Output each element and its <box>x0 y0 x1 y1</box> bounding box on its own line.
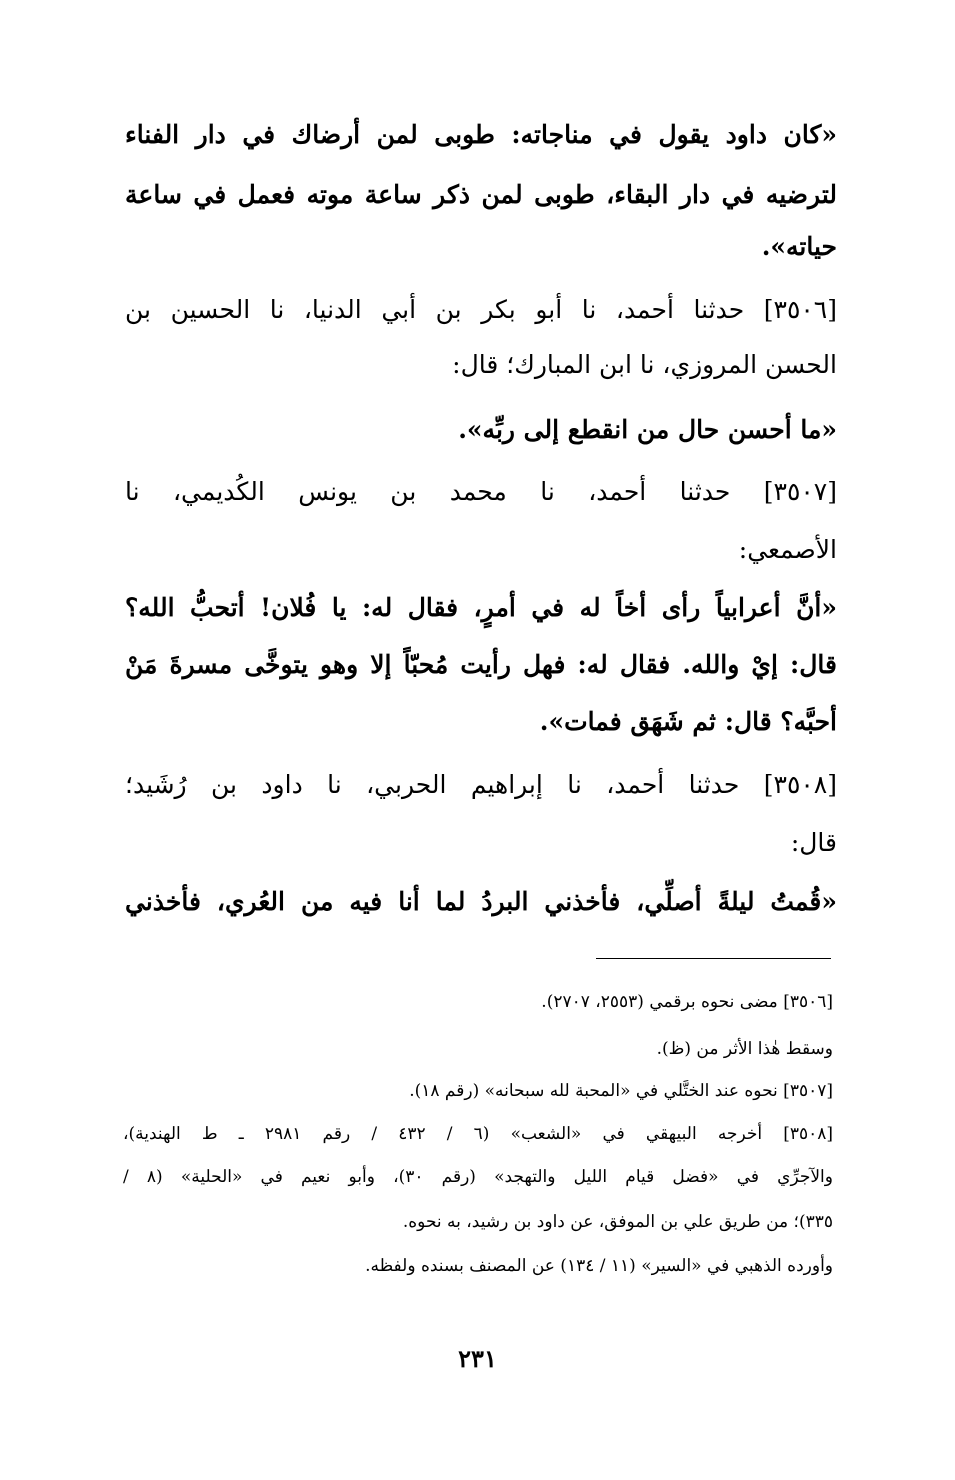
hadith-3506-quote: «ما أحسن حال من انقطع إلى ربِّه». <box>458 415 837 444</box>
hadith-3507-quote-line-1: «أنَّ أعرابياً رأى أخاً له في أمرٍ، فقال له: يا فُلان! أتحبُّ الله؟ <box>125 593 837 622</box>
footnote-3506: [٣٥٠٦] مضى نحوه برقمي (٢٥٥٣، ٢٧٠٧). <box>541 992 833 1012</box>
hadith-3507-line-2: الأصمعي: <box>738 535 837 564</box>
hadith-3507-line-1: [٣٥٠٧] حدثنا أحمد، نا محمد بن يونس الكُديمي، نا <box>125 477 837 506</box>
footnote-separator <box>596 958 831 959</box>
footnote-3508-line-1: [٣٥٠٨] أخرجه البيهقي في «الشعب» (٦ / ٤٣٢ / رقم ٢٩٨١ ـ ط الهندية)، <box>123 1124 833 1144</box>
footnote-3508-line-3: ٣٣٥)؛ من طريق علي بن الموفق، عن داود بن رشيد، به نحوه. <box>402 1212 833 1232</box>
hadith-3508-line-1: [٣٥٠٨] حدثنا أحمد، نا إبراهيم الحربي، نا داود بن رُشَيد؛ <box>125 770 837 799</box>
text-line-2: لترضيه في دار البقاء، طوبى لمن ذكر ساعة موته فعمل في ساعة <box>125 180 837 209</box>
hadith-3508-quote-line-1: «قُمتُ ليلةً أصلِّي، فأخذني البردُ لما أنا فيه من العُري، فأخذني <box>125 887 837 916</box>
text-line-3: حياته». <box>761 232 837 261</box>
footnote-3508-line-2: والآجرِّي في «فضل قيام الليل والتهجد» (رقم ٣٠)، وأبو نعيم في «الحلية» (٨ / <box>123 1167 833 1187</box>
footnote-3506-note: وسقط هٰذا الأثر من (ظ). <box>656 1039 833 1059</box>
footnote-3507: [٣٥٠٧] نحوه عند الختَّلي في «المحبة لله سبحانه» (رقم ١٨). <box>409 1081 833 1101</box>
text-line-1: «كان داود يقول في مناجاته: طوبى لمن أرضاك في دار الفناء <box>125 120 837 149</box>
hadith-3507-quote-line-2: قال: إيْ والله. فقال له: فهل رأيت مُحبّاً إلا وهو يتوخَّى مسرةَ مَنْ <box>125 650 837 679</box>
hadith-3507-quote-line-3: أحبَّه؟ قال: ثم شَهَق فمات». <box>539 707 837 736</box>
page-number: ٢٣١ <box>458 1344 497 1373</box>
hadith-3508-line-2: قال: <box>790 828 837 857</box>
hadith-3506-line-2: الحسن المروزي، نا ابن المبارك؛ قال: <box>452 350 837 379</box>
footnote-3508-line-4: وأورده الذهبي في «السير» (١١ / ١٣٤) عن المصنف بسنده ولفظه. <box>365 1256 833 1276</box>
hadith-3506-line-1: [٣٥٠٦] حدثنا أحمد، نا أبو بكر بن أبي الدنيا، نا الحسين بن <box>125 295 837 324</box>
